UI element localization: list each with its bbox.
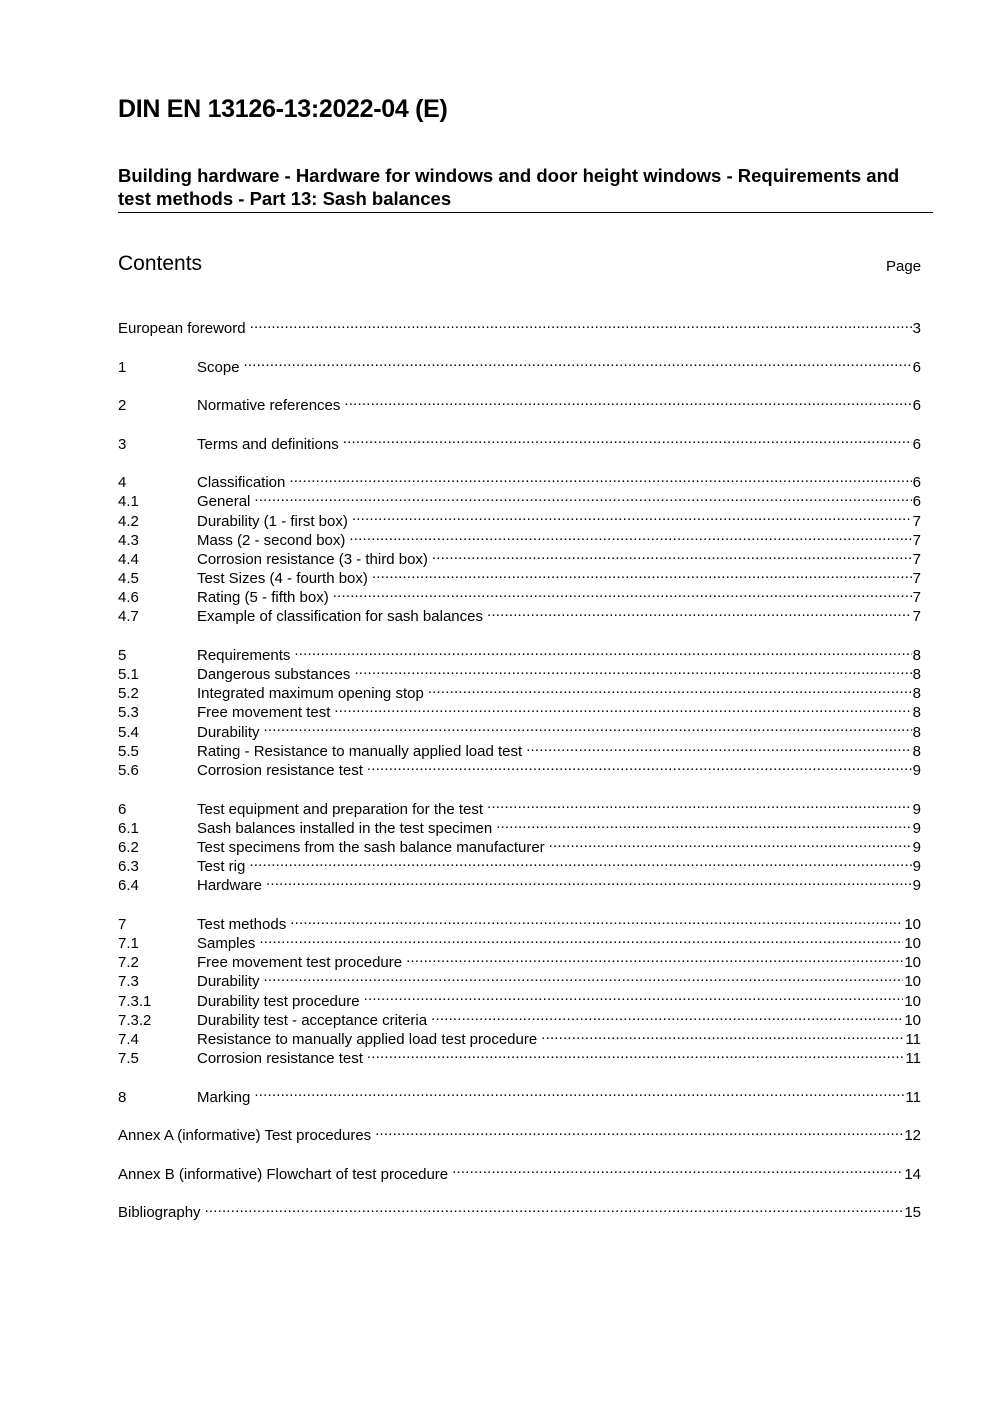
toc-entry-title: Corrosion resistance test [197,762,363,780]
toc-entry-number: 4.6 [118,589,139,607]
toc-entry[interactable] [118,352,921,376]
toc-entry-title: Terms and definitions [197,435,339,453]
toc-dot-leader [364,986,904,1005]
toc-entry-number: 6 [118,800,127,818]
document-id: DIN EN 13126-13:2022-04 (E) [118,95,448,123]
toc-entry-page: 11 [905,1088,921,1106]
toc-entry-title: Test methods [197,915,287,933]
toc-entry-page: 6 [912,493,921,511]
toc-entry-number: 4.2 [118,512,139,530]
toc-entry-number: 7.4 [118,1030,139,1048]
toc-dot-leader [487,602,912,621]
toc-entry[interactable] [118,391,921,415]
toc-group [118,641,921,780]
toc-group [118,429,921,453]
contents-heading: Contents [118,252,203,275]
toc-entry-number: 3 [118,435,127,453]
toc-dot-leader [431,1006,903,1025]
toc-entry-number: 7.3.1 [118,992,152,1010]
toc-group [118,391,921,415]
toc-entry-number: 4.3 [118,531,139,549]
toc-dot-leader [264,967,904,986]
toc-entry-title: Samples [197,934,256,952]
toc-dot-leader [526,737,911,756]
toc-dot-leader [254,487,911,506]
toc-entry-page: 9 [912,800,921,818]
toc-entry-title: Corrosion resistance test [197,1050,363,1068]
toc-entry-number: 4.4 [118,550,139,568]
toc-entry-title: Rating - Resistance to manually applied load test [197,742,523,760]
toc-entry-title: Classification [197,474,286,492]
toc-entry-page: 6 [912,358,921,376]
toc-entry-title: Dangerous substances [197,666,351,684]
toc-entry-number: 5.5 [118,742,139,760]
toc-entry-page: 10 [904,973,921,991]
toc-entry-number: 4.1 [118,493,139,511]
toc-entry-title: Hardware [197,877,263,895]
toc-group [118,1121,921,1145]
toc-dot-leader [266,871,912,890]
toc-dot-leader [205,1198,904,1217]
toc-dot-leader [541,1025,904,1044]
toc-entry-page: 7 [912,608,921,626]
toc-entry-title: Integrated maximum opening stop [197,685,424,703]
toc-entry-number: 5.4 [118,723,139,741]
toc-dot-leader [487,794,912,813]
toc-dot-leader [375,1121,903,1140]
toc-entry[interactable] [118,468,921,492]
toc-group [118,1159,921,1183]
toc-entry-title: Sash balances installed in the test specimen [197,819,493,837]
toc-group [118,314,921,338]
toc-entry-title: Rating (5 - fifth box) [197,589,329,607]
toc-dot-leader [289,468,911,487]
toc-entry-page: 9 [912,858,921,876]
page-column-label: Page [886,258,922,275]
toc-entry-number: 7.3.2 [118,1011,152,1029]
toc-entry-page: 10 [904,954,921,972]
toc-entry-number: 6.1 [118,819,139,837]
toc-entry-page: 7 [912,570,921,588]
toc-entry-title: Durability test - acceptance criteria [197,1011,428,1029]
toc-entry-page: 15 [904,1204,921,1222]
toc-entry-number: 4.5 [118,570,139,588]
toc-entry-page: 7 [912,512,921,530]
toc-dot-leader [344,391,911,410]
toc-dot-leader [254,1082,904,1101]
toc-entry[interactable] [118,794,921,818]
toc-entry-number: 4 [118,474,127,492]
toc-entry-number: 1 [118,358,127,376]
toc-dot-leader [264,717,912,736]
toc-group [118,910,921,1068]
toc-entry[interactable] [118,1198,921,1222]
toc-entry-title: Example of classification for sash balances [197,608,483,626]
toc-entry-number: 5.6 [118,762,139,780]
toc-entry-number: 5 [118,646,127,664]
toc-entry-number: 4.7 [118,608,139,626]
toc-dot-leader [249,852,911,871]
toc-entry-title: Free movement test procedure [197,954,403,972]
toc-group [118,1198,921,1222]
toc-entry-page: 6 [912,397,921,415]
toc-entry-page: 7 [912,531,921,549]
toc-entry-title: General [197,493,251,511]
toc-entry-page: 3 [912,320,921,338]
toc-entry[interactable] [118,910,921,933]
toc-entry-number: 5.2 [118,685,139,703]
toc-entry-page: 9 [912,762,921,780]
toc-entry-page: 11 [905,1050,921,1068]
toc-dot-leader [250,314,912,333]
toc-entry-number: 5.1 [118,666,139,684]
toc-entry-page: 10 [904,915,921,933]
toc-entry-number: 7.3 [118,973,139,991]
toc-entry-title: Durability (1 - first box) [197,512,348,530]
toc-entry-number: 6.3 [118,858,139,876]
toc-dot-leader [349,526,911,545]
toc-dot-leader [367,756,912,775]
toc-entry-number: 7.1 [118,934,139,952]
toc-entry-title: Durability test procedure [197,992,360,1010]
toc-dot-leader [428,679,912,698]
toc-dot-leader [496,814,911,833]
toc-entry-page: 6 [912,435,921,453]
toc-entry-page: 10 [904,934,921,952]
toc-dot-leader [244,352,912,371]
toc-entry-title: Marking [197,1088,251,1106]
toc-entry-number: 2 [118,397,127,415]
toc-entry-title: Durability [197,723,260,741]
toc-entry-page: 8 [912,685,921,703]
toc-dot-leader [452,1159,903,1178]
toc-group [118,794,921,895]
toc-entry-title: Annex B (informative) Flowchart of test procedure [118,1165,449,1183]
toc-entry[interactable] [118,1159,921,1183]
toc-entry-title: Normative references [197,397,341,415]
toc-entry-page: 8 [912,666,921,684]
toc-entry-number: 6.2 [118,838,139,856]
toc-dot-leader [406,948,903,967]
toc-dot-leader [549,833,912,852]
toc-entry-title: Test rig [197,858,246,876]
toc-entry-title: European foreword [118,320,246,338]
toc-group [118,352,921,376]
toc-entry-page: 9 [912,838,921,856]
toc-entry-title: Free movement test [197,704,331,722]
toc-dot-leader [343,429,912,448]
toc-entry-title: Test specimens from the sash balance manufacturer [197,838,545,856]
toc-entry[interactable] [118,314,921,338]
document-title: Building hardware - Hardware for windows and door height windows - Requirements and test methods - Part 13: Sash balances [118,164,933,213]
toc-entry-page: 8 [912,723,921,741]
toc-entry-title: Requirements [197,646,291,664]
toc-entry-page: 12 [904,1127,921,1145]
toc-entry-page: 6 [912,474,921,492]
toc-entry-page: 10 [904,992,921,1010]
toc-entry-page: 7 [912,550,921,568]
toc-entry-number: 7.5 [118,1050,139,1068]
toc-entry[interactable] [118,1082,921,1106]
toc-entry[interactable] [118,429,921,453]
toc-entry-title: Corrosion resistance (3 - third box) [197,550,428,568]
toc-entry-title: Test Sizes (4 - fourth box) [197,570,368,588]
toc-entry-page: 8 [912,646,921,664]
toc-entry-title: Bibliography [118,1204,201,1222]
toc-entry-page: 11 [905,1030,921,1048]
toc-dot-leader [334,698,911,717]
toc-entry-title: Durability [197,973,260,991]
toc-dot-leader [333,583,912,602]
toc-entry-number: 8 [118,1088,127,1106]
toc-entry-number: 5.3 [118,704,139,722]
toc-entry-page: 9 [912,877,921,895]
toc-entry-page: 14 [904,1165,921,1183]
toc-dot-leader [294,641,911,660]
toc-entry-title: Annex A (informative) Test procedures [118,1127,372,1145]
toc-dot-leader [352,506,912,525]
toc-dot-leader [367,1044,905,1063]
toc-entry-page: 9 [912,819,921,837]
toc-entry-page: 8 [912,704,921,722]
toc-entry[interactable] [118,641,921,664]
toc-dot-leader [259,929,903,948]
toc-entry-page: 7 [912,589,921,607]
toc-entry-page: 8 [912,742,921,760]
toc-entry-title: Scope [197,358,240,376]
toc-entry[interactable] [118,1121,921,1145]
toc-entry-title: Resistance to manually applied load test procedure [197,1030,538,1048]
toc-entry-number: 6.4 [118,877,139,895]
toc-dot-leader [372,564,912,583]
toc-group [118,468,921,626]
toc-entry-title: Test equipment and preparation for the test [197,800,484,818]
toc-entry-number: 7 [118,915,127,933]
table-of-contents [118,314,921,1236]
toc-dot-leader [290,910,903,929]
toc-entry-title: Mass (2 - second box) [197,531,346,549]
toc-entry-number: 7.2 [118,954,139,972]
toc-group [118,1082,921,1106]
toc-dot-leader [432,545,912,564]
toc-entry-page: 10 [904,1011,921,1029]
toc-dot-leader [354,660,911,679]
